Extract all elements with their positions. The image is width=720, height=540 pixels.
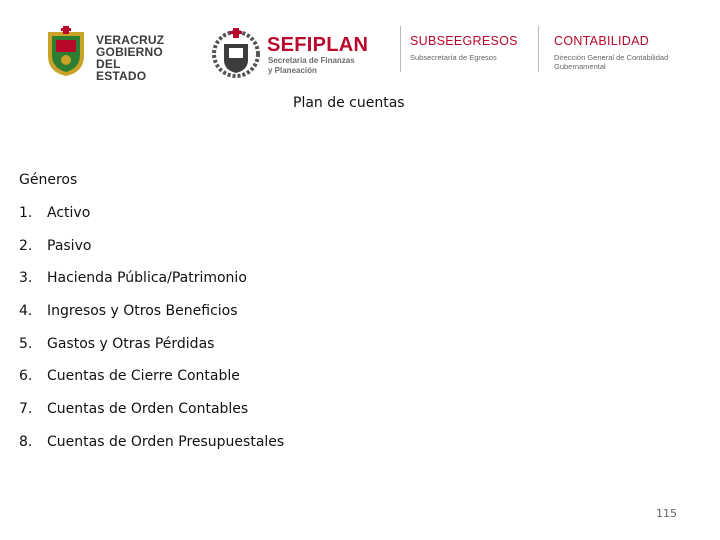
list-item: 4. Ingresos y Otros Beneficios — [19, 303, 238, 320]
contabilidad-title: CONTABILIDAD — [554, 34, 650, 48]
header-divider-1 — [400, 26, 401, 72]
subseegresos-title: SUBSEEGRESOS — [410, 34, 518, 48]
page-title: Plan de cuentas — [293, 95, 405, 111]
list-item: 8. Cuentas de Orden Presupuestales — [19, 433, 285, 450]
veracruz-logo — [44, 26, 174, 83]
list-item: 1. Activo — [19, 205, 91, 221]
header-divider-2 — [538, 26, 539, 72]
list-item: 5. Gastos y Otras Pérdidas — [19, 335, 215, 352]
list-item: 7. Cuentas de Orden Contables — [19, 401, 249, 418]
page-number: 115 — [656, 507, 677, 520]
contabilidad-label — [554, 34, 668, 71]
veracruz-coat-of-arms-icon — [44, 26, 88, 78]
sefiplan-name: SEFIPLAN — [267, 34, 369, 56]
list-item: 2. Pasivo — [19, 237, 92, 254]
veracruz-logo-text: VERACRUZ GOBIERNO DEL ESTADO — [96, 33, 165, 83]
sefiplan-seal-icon — [212, 26, 260, 78]
sefiplan-logo — [212, 26, 392, 80]
sefiplan-subtitle: Secretaría de Finanzas y Planeación — [268, 56, 355, 75]
list-item: 6. Cuentas de Cierre Contable — [19, 368, 240, 385]
contabilidad-subtitle: Dirección General de Contabilidad Gubernamental — [554, 53, 669, 71]
generos-list — [19, 203, 284, 465]
subseegresos-label — [410, 34, 518, 62]
subseegresos-subtitle: Subsecretaría de Egresos — [410, 53, 497, 62]
list-item: 3. Hacienda Pública/Patrimonio — [19, 270, 247, 287]
section-heading: Géneros — [19, 172, 78, 188]
